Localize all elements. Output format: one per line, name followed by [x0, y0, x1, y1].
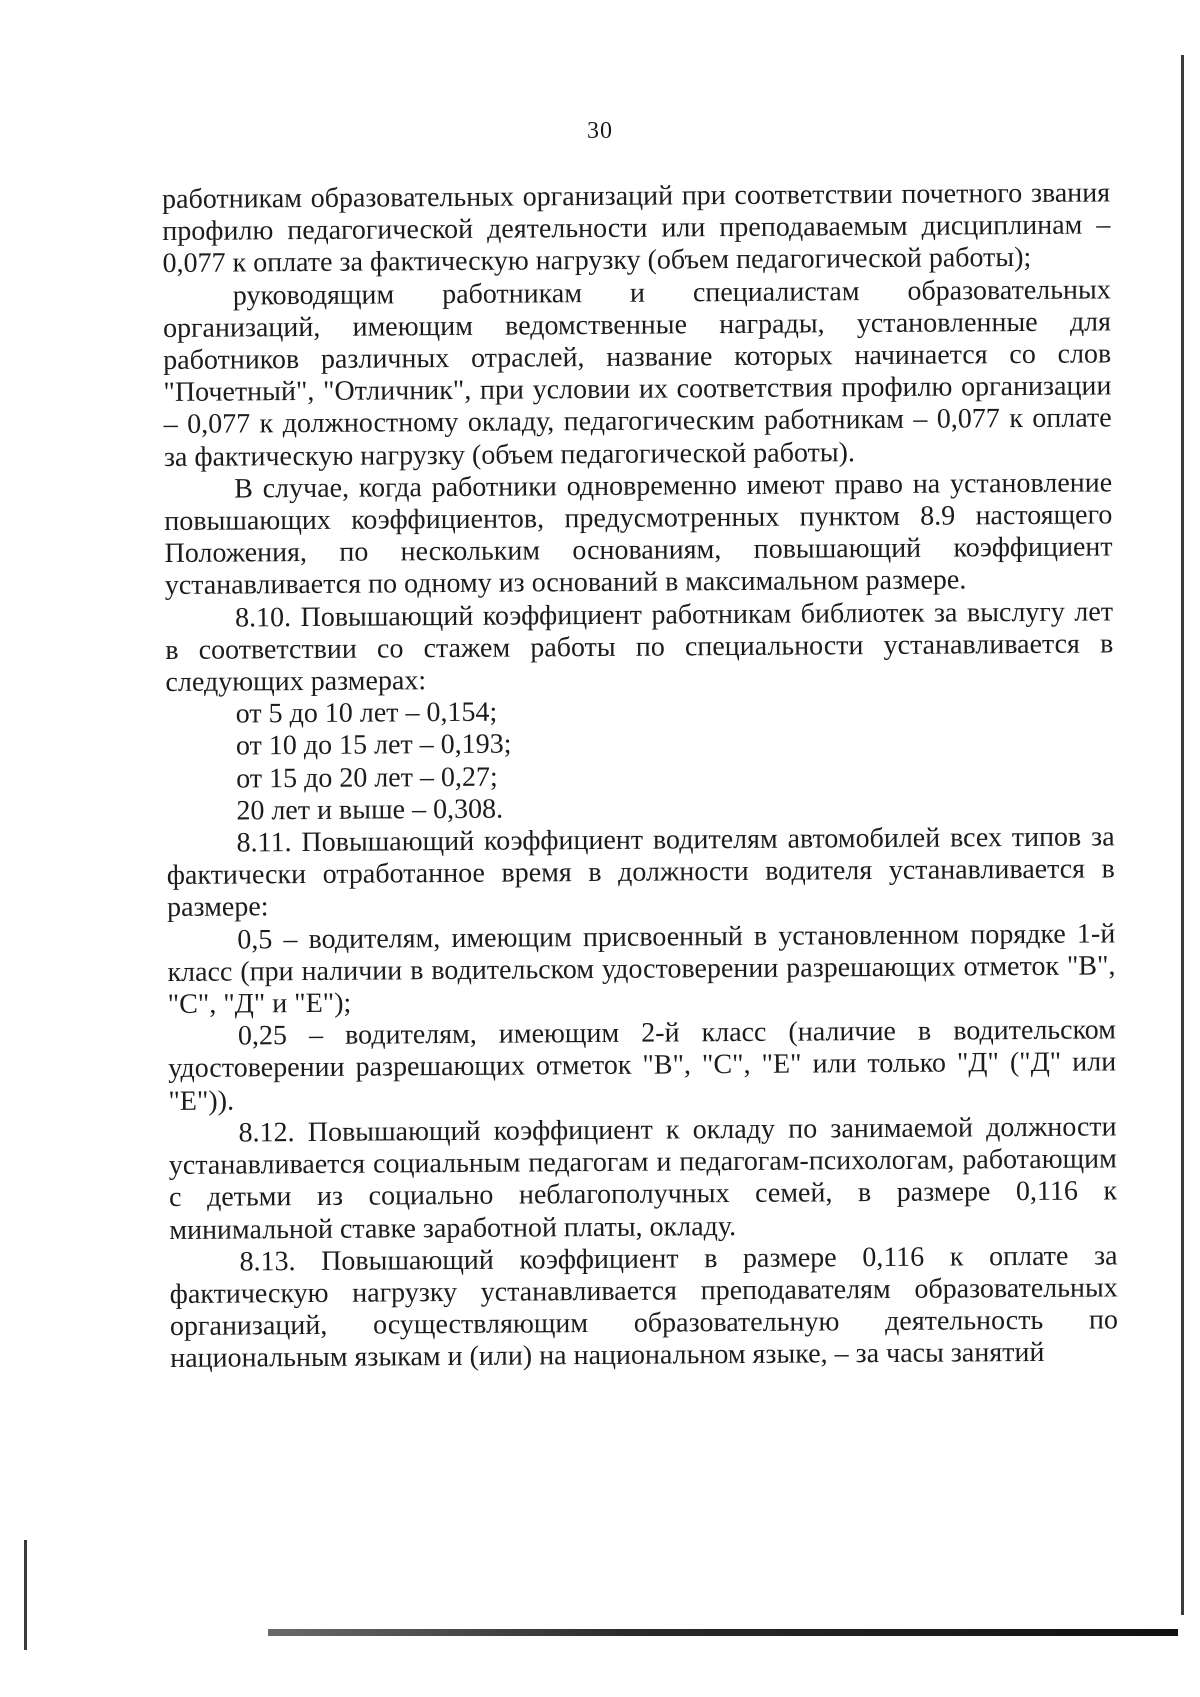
seniority-item-5-10: от 5 до 10 лет – 0,154;	[235, 696, 498, 730]
paragraph-8-11: 8.11. Повышающий коэффициент водителям автомобилей всех типов за фактически отработанное время в должности водителя устанавливается в размере:	[166, 821, 1115, 924]
paragraph-honorary-title: работникам образовательных организаций при соответствии почетного звания профилю педагогической деятельности или преподаваемым дисциплинам – 0,077 к оплате за фактическую нагрузку (объем педагогической работы);	[162, 177, 1111, 280]
seniority-item-10-15: от 10 до 15 лет – 0,193;	[235, 729, 512, 762]
page-number: 30	[587, 118, 613, 144]
paragraph-8-12: 8.12. Повышающий коэффициент к окладу по занимаемой должности устанавливается социальным педагогам и педагогам-психологам, работающим с детьми из социально неблагополучных семей, в размере 0,116 к минимальной ставке заработной платы, окладу.	[168, 1111, 1118, 1246]
paragraph-departmental-awards: руководящим работникам и специалистам образовательных организаций, имеющим ведомственные награды, установленные для работников различных отраслей, название которых начинается со слов "Почетный", "Отличник", при условии их соответствия профилю организации – 0,077 к должностному окладу, педагогическим работникам – 0,077 к оплате за фактическую нагрузку (объем педагогической работы).	[162, 273, 1112, 473]
scan-left-edge-line	[24, 1540, 27, 1650]
paragraph-8-13: 8.13. Повышающий коэффициент в размере 0,116 к оплате за фактическую нагрузку устанавливается преподавателям образовательных организаций, осуществляющим образовательную деятельность по национальным языкам и (или) на национальном языке, – за часы занятий	[169, 1240, 1119, 1375]
paragraph-8-10: 8.10. Повышающий коэффициент работникам библиотек за выслугу лет в соответствии со стажем работы по специальности устанавливается в следующих размерах:	[165, 596, 1114, 699]
scan-bottom-edge-line	[268, 1629, 1178, 1636]
scan-right-edge-line	[1181, 55, 1184, 1615]
seniority-item-15-20: от 15 до 20 лет – 0,27;	[236, 761, 498, 795]
seniority-item-20-plus: 20 лет и выше – 0,308.	[236, 793, 504, 827]
paragraph-multiple-grounds: В случае, когда работники одновременно имеют право на установление повышающих коэффициентов, предусмотренных пунктом 8.9 настоящего Положения, по нескольким основаниям, повышающий коэффициент устанавливается по одному из оснований в максимальном размере.	[164, 467, 1113, 602]
paragraph-driver-class-1: 0,5 – водителям, имеющим присвоенный в установленном порядке 1-й класс (при наличии в водительском удостоверении разрешающих отметок "В", "С", "Д" и "Е");	[167, 918, 1116, 1021]
document-body	[162, 177, 1118, 1375]
paragraph-driver-class-2: 0,25 – водителям, имеющим 2-й класс (наличие в водительском удостоверении разрешающих отметок "В", "С", "Е" или только "Д" ("Д" или "Е")).	[168, 1014, 1117, 1117]
